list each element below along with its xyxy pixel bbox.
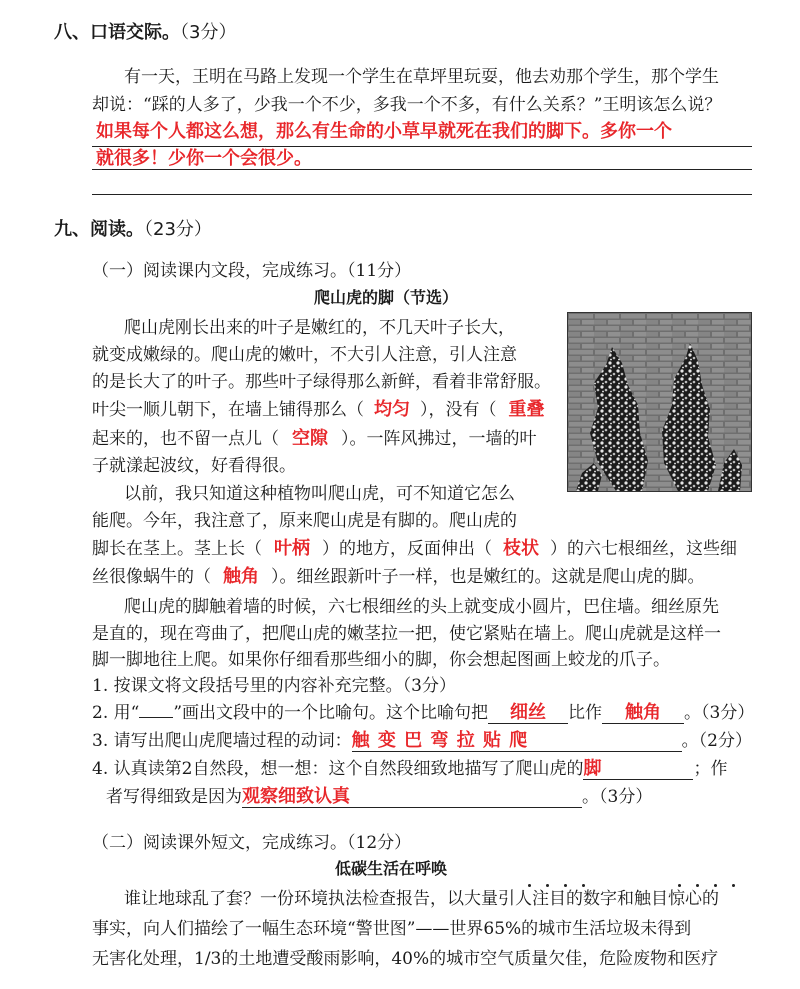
section-8-heading <box>54 22 236 44</box>
q2-text-c: 比作 <box>568 703 603 723</box>
e-line-1 <box>124 888 719 910</box>
e-line-1-text: 谁让地球乱了套？一份环境执法检查报告，以大量引人注目的数字和触目惊心的 <box>124 889 719 909</box>
q2-underline-mark <box>139 717 173 718</box>
q2-answer-1: 细丝 <box>488 703 568 724</box>
q4-answer-2: 观察细致认真 <box>242 787 582 808</box>
section-9-title: 九、阅读。 <box>54 219 144 240</box>
emphasis-dots-2 <box>524 884 594 888</box>
p2-line-3-text-c: ）的六七根细丝，这些细 <box>550 539 737 559</box>
p1-line-6: 子就漾起波纹，好看得很。 <box>92 456 296 476</box>
p2-line-1: 以前，我只知道这种植物叫爬山虎，可不知道它怎么 <box>124 484 515 504</box>
section-8-points: （3分） <box>180 22 237 43</box>
p3-line-2: 是直的，现在弯曲了，把爬山虎的嫩茎拉一把，使它紧贴在墙上。爬山虎就是这样一 <box>92 624 721 644</box>
section-9-points: （23分） <box>144 219 212 240</box>
p2-line-4 <box>92 566 705 588</box>
p1-line-4-text-b: ），没有（ <box>420 400 497 420</box>
e-line-2: 事实，向人们描绘了一幅生态环境“警世图”——世界65%的城市生活垃圾未得到 <box>92 919 692 939</box>
q3-text-a: 3. 请写出爬山虎爬墙过程的动词： <box>92 731 352 751</box>
section-9-heading <box>54 219 212 241</box>
p2-line-2: 能爬。今年，我注意了，原来爬山虎是有脚的。爬山虎的 <box>92 511 517 531</box>
p2-line-3 <box>92 538 737 560</box>
sec8-line-2: 却说：“踩的人多了，少我一个不少，多我一个不多，有什么关系？”王明该怎么说？ <box>92 95 722 115</box>
p2-line-3-text-b: ）的地方，反面伸出（ <box>322 539 492 559</box>
p1-line-2: 就变成嫩绿的。爬山虎的嫩叶，不大引人注意，引人注意 <box>92 345 517 365</box>
question-4-line-2 <box>106 786 652 808</box>
q2-text-d: 。（3分） <box>684 703 755 723</box>
question-3 <box>92 730 752 752</box>
p2-line-4-text-a: 丝很像蜗牛的（ <box>92 567 211 587</box>
sec8-line-1: 有一天，王明在马路上发现一个学生在草坪里玩耍，他去劝那个学生，那个学生 <box>124 67 719 87</box>
question-1: 1. 按课文将文段括号里的内容补充完整。（3分） <box>92 676 456 696</box>
q3-text-b: 。（2分） <box>681 731 752 751</box>
p2-line-4-text-b: ）。细丝跟新叶子一样，也是嫩红的。这就是爬山虎的脚。 <box>271 567 705 587</box>
p2-line-3-text-a: 脚长在茎上。茎上长（ <box>92 539 262 559</box>
sec8-answer-line-2: 就很多！少你一个会很少。 <box>96 148 312 169</box>
ivy-wall-illustration <box>568 313 751 491</box>
q4-text-d: 。（3分） <box>582 787 653 807</box>
fill-answer-6: 触角 <box>223 566 259 587</box>
p1-line-5-text-b: ）。一阵风拂过，一墙的叶 <box>341 429 537 449</box>
answer-rule-3 <box>92 194 752 195</box>
p1-line-5-text-a: 起来的，也不留一点儿（ <box>92 429 279 449</box>
ivy-wall-photo <box>567 312 752 492</box>
q2-text-a: 2. 用“ <box>92 703 140 723</box>
question-2 <box>92 702 754 724</box>
fill-answer-4: 叶柄 <box>274 538 310 559</box>
fill-answer-3: 空隙 <box>292 428 328 449</box>
part-1-heading: （一）阅读课内文段，完成练习。（11分） <box>92 261 412 281</box>
q4-text-c: 者写得细致是因为 <box>106 787 242 807</box>
fill-answer-2: 重叠 <box>508 399 545 420</box>
fill-answer-5: 枝状 <box>503 538 539 559</box>
p3-line-1: 爬山虎的脚触着墙的时候，六七根细丝的头上就变成小圆片，巴住墙。细丝原先 <box>124 597 719 617</box>
p3-line-3: 脚一脚地往上爬。如果你仔细看那些细小的脚，你会想起图画上蛟龙的爪子。 <box>92 650 670 670</box>
p1-line-4-text-a: 叶尖一顺儿朝下，在墙上铺得那么（ <box>92 400 364 420</box>
sec8-answer-line-1: 如果每个人都这么想，那么有生命的小草早就死在我们的脚下。多你一个 <box>96 121 672 142</box>
part-2-heading: （二）阅读课外短文，完成练习。（12分） <box>92 833 412 853</box>
section-8-title: 八、口语交际。 <box>54 22 180 43</box>
q2-text-b: ”画出文段中的一个比喻句。这个比喻句把 <box>173 703 489 723</box>
q2-answer-2: 触角 <box>602 703 684 724</box>
answer-rule-1 <box>92 146 752 147</box>
q4-answer-1: 脚 <box>583 759 693 780</box>
emphasis-dots-1 <box>674 884 744 888</box>
p1-line-1: 爬山虎刚长出来的叶子是嫩红的，不几天叶子长大， <box>124 318 515 338</box>
q4-text-b: ；作 <box>693 759 728 779</box>
passage-2-title: 低碳生活在呼唤 <box>335 859 448 878</box>
e-line-3: 无害化处理，1/3的土地遭受酸雨影响，40%的城市空气质量欠佳，危险废物和医疗 <box>92 949 719 969</box>
question-4-line-1 <box>92 758 727 780</box>
p1-line-5 <box>92 428 537 450</box>
p1-line-3: 的是长大了的叶子。那些叶子绿得那么新鲜，看着非常舒服。 <box>92 372 551 392</box>
p1-line-4 <box>92 399 557 421</box>
answer-rule-2 <box>92 169 752 170</box>
q3-answer: 触 变 巴 弯 拉 贴 爬 <box>352 731 682 752</box>
passage-1-title: 爬山虎的脚（节选） <box>314 288 459 307</box>
fill-answer-1: 均匀 <box>374 399 410 420</box>
q4-text-a: 4. 认真读第2自然段，想一想：这个自然段细致地描写了爬山虎的 <box>92 759 584 779</box>
